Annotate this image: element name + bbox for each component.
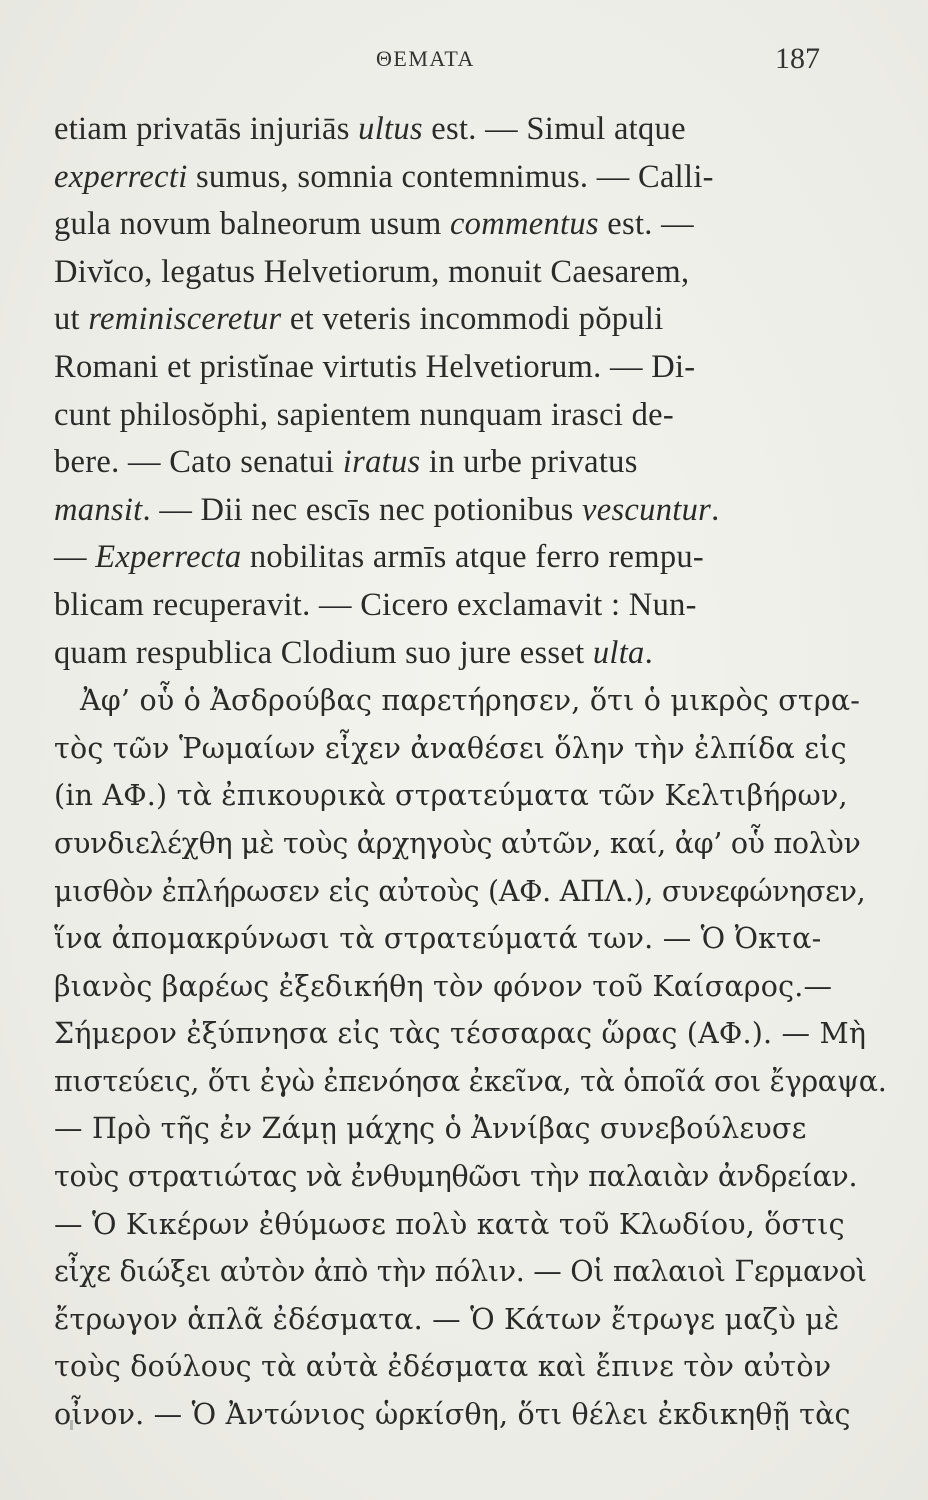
text-run: ἵνα ἀπομακρύνωσι τὰ στρατεύματά των. — Ὁ Ὀκτα- xyxy=(54,922,822,956)
text-run: in urbe privatus xyxy=(420,444,638,481)
text-line xyxy=(54,963,833,1011)
text-line xyxy=(54,725,847,773)
text-run: βιανὸς βαρέως ἐξεδικήθη τὸν φόνον τοῦ Καίσαρος.— xyxy=(54,969,833,1003)
text-line xyxy=(54,344,824,392)
italic-word: commentus xyxy=(449,206,599,243)
text-run: et veteris incommodi pŏpuli xyxy=(281,301,664,338)
text-line xyxy=(54,1010,867,1058)
italic-word: ultus xyxy=(358,111,423,147)
text-run: — Πρὸ τῆς ἐν Ζάμῃ μάχης ὁ Ἀννίβας συνεβούλευσε xyxy=(54,1112,807,1146)
text-run: ut xyxy=(54,301,89,338)
text-line xyxy=(54,487,824,535)
text-run: εἶχε διώξει αὐτὸν ἀπὸ τὴν πόλιν. — Οἱ παλαιοὶ Γερμανοὶ xyxy=(54,1255,867,1289)
text-run: etiam privatās injuriās xyxy=(54,111,359,147)
text-line xyxy=(54,1201,845,1249)
text-line xyxy=(54,868,866,916)
text-line xyxy=(54,392,824,440)
text-line xyxy=(54,106,824,154)
text-line xyxy=(54,820,861,868)
text-line xyxy=(54,296,824,344)
text-run: cunt philosŏphi, sapientem nunquam irasci de- xyxy=(54,396,675,433)
text-line xyxy=(54,439,824,487)
text-run: μισθὸν ἐπλήρωσεν εἰς αὐτοὺς (ΑΦ. ΑΠΛ.), συνεφώνησεν, xyxy=(54,874,866,908)
text-line xyxy=(54,201,824,249)
italic-word: experrecti xyxy=(54,158,188,195)
text-line xyxy=(54,1296,840,1344)
text-line xyxy=(54,1058,887,1106)
text-run: (in ΑΦ.) τὰ ἐπικουρικὰ στρατεύματα τῶν Κελτιβήρων, xyxy=(54,779,848,813)
text-line xyxy=(54,1248,867,1296)
italic-word: Experrecta xyxy=(95,539,242,576)
text-line xyxy=(54,630,824,678)
text-run: nobilitas armīs atque ferro rempu- xyxy=(241,539,705,576)
text-run: est. — xyxy=(598,206,694,243)
text-line xyxy=(54,772,848,820)
text-run: . — Dii nec escīs nec potionibus xyxy=(142,491,583,528)
text-line xyxy=(54,534,824,582)
text-line xyxy=(54,249,824,297)
running-head xyxy=(54,42,820,86)
italic-word: iratus xyxy=(342,444,421,481)
text-run: συνδιελέχθη μὲ τοὺς ἀρχηγοὺς αὐτῶν, καί, ἀφ’ οὗ πολὺν xyxy=(54,826,861,860)
text-line xyxy=(54,154,824,202)
text-run: . xyxy=(711,491,720,528)
text-run: bere. — Cato senatui xyxy=(54,444,343,481)
text-run: blicam recuperavit. — Cicero exclamavit : Nun- xyxy=(54,586,697,623)
text-run: Divĭco, legatus Helvetiorum, monuit Caesarem, xyxy=(54,253,690,290)
text-run: est. — Simul atque xyxy=(422,111,686,147)
italic-word: vescuntur xyxy=(582,491,712,528)
text-run: gula novum balneorum usum xyxy=(54,206,450,243)
text-line xyxy=(54,582,824,630)
text-run: . xyxy=(644,634,654,671)
body-text xyxy=(54,106,887,1439)
italic-word: ulta xyxy=(592,634,645,671)
text-run: — xyxy=(54,539,96,576)
text-run: τοὺς δούλους τὰ αὐτὰ ἐδέσματα καὶ ἔπινε τὸν αὐτὸν xyxy=(54,1350,832,1384)
text-line xyxy=(54,677,861,725)
text-run: οἶνον. — Ὁ Ἀντώνιος ὡρκίσθη, ὅτι θέλει ἐκδικηθῇ τὰς xyxy=(54,1398,851,1432)
text-run: Σήμερον ἐξύπνησα εἰς τὰς τέσσαρας ὥρας (ΑΦ.). — Μὴ xyxy=(54,1017,867,1051)
text-run: Ἀφ’ οὗ ὁ Ἀσδρούβας παρετήρησεν, ὅτι ὁ μικρὸς στρα- xyxy=(80,684,861,718)
text-line xyxy=(54,915,824,963)
text-run: ἔτρωγον ἁπλᾶ ἐδέσματα. — Ὁ Κάτων ἔτρωγε μαζὺ μὲ xyxy=(54,1302,840,1336)
text-run: πιστεύεις, ὅτι ἐγὼ ἐπενόησα ἐκεῖνα, τὰ ὁποῖά σοι ἔγραψα. xyxy=(54,1064,887,1098)
text-line xyxy=(54,1343,832,1391)
italic-word: reminisceretur xyxy=(88,301,282,338)
italic-word: mansit xyxy=(54,491,143,528)
text-run: τὸς τῶν Ῥωμαίων εἶχεν ἀναθέσει ὅλην τὴν ἐλπίδα εἰς xyxy=(54,731,847,765)
text-run: sumus, somnia contemnimus. — Calli- xyxy=(187,158,714,195)
page-number: 187 xyxy=(775,42,820,75)
print-speck xyxy=(70,1420,73,1430)
text-run: — Ὁ Κικέρων ἐθύμωσε πολὺ κατὰ τοῦ Κλωδίου, ὅστις xyxy=(54,1207,845,1241)
text-run: τοὺς στρατιώτας νὰ ἐνθυμηθῶσι τὴν παλαιὰν ἀνδρείαν. xyxy=(54,1160,858,1194)
text-line xyxy=(54,1391,851,1439)
text-line xyxy=(54,1105,824,1153)
text-run: quam respublica Clodium suo jure esset xyxy=(54,634,593,671)
text-run: Romani et pristĭnae virtutis Helvetiorum. — Di- xyxy=(54,348,696,385)
text-line xyxy=(54,1153,858,1201)
running-title: ΘΕΜΑΤΑ xyxy=(376,46,475,71)
